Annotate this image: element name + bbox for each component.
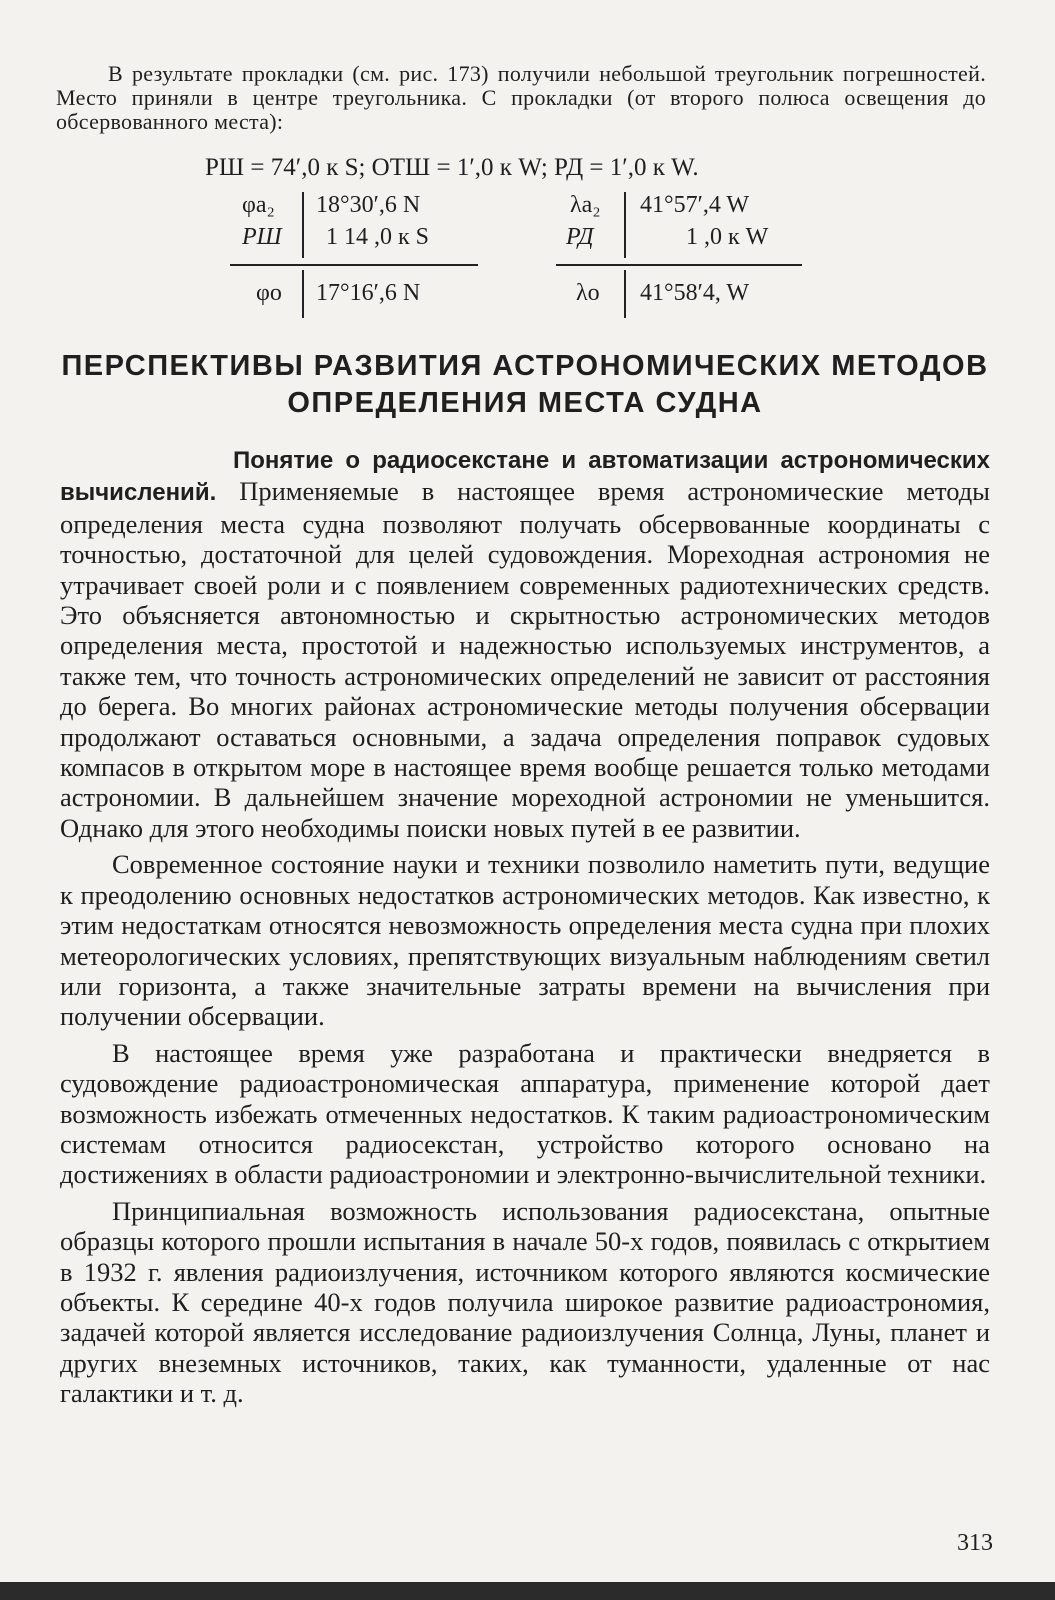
calc-label-lambda: λa₂ [570,192,601,218]
paragraph [60,444,990,843]
calc-value-phi: 18°30′,6 N [316,192,421,218]
calc-result-label-phi: φo [256,280,282,306]
calc-value-rd: 1 ,0 к W [686,224,769,250]
calc-label-rsh: РШ [242,224,282,250]
scan-bottom-edge [0,1582,1055,1600]
calc-divider-horizontal [556,264,802,266]
calc-result-value-phi: 17°16′,6 N [316,280,421,306]
section-heading: ПЕРСПЕКТИВЫ РАЗВИТИЯ АСТРОНОМИЧЕСКИХ МЕТОДОВ ОПРЕДЕЛЕНИЯ МЕСТА СУДНА [61,350,989,419]
calc-divider-vertical [624,192,626,258]
body-text [60,444,990,1415]
paragraph-text: Применяемые в настоящее время астрономические методы определения места судна позволяют получать обсервованные координаты с точностью, достаточной для целей судовождения. Мореходная астрономия не утрачивает своей роли и с появлением современных радиотехнических средств. Это объясняется автономностью и скрытностью астрономических методов определения места, простотой и надежностью используемых инструментов, а также тем, что точность астрономических определений не зависит от расстояния до берега. Во многих районах астрономические методы получения обсервации продолжают оставаться основными, а задача определения поправок судовых компасов в открытом море в настоящее время вообще решается только методами астрономии. В дальнейшем значение мореходной астрономии не уменьшится. Однако для этого необходимы поиски новых путей в ее развитии. [60,476,990,843]
calc-result-value-lambda: 41°58′4, W [640,280,750,306]
paragraph-run-in-title: Понятие о радиосекстане и автоматизации астрономических вычислений. [60,447,990,507]
longitude-calculation [556,190,802,320]
calc-divider-vertical [302,192,304,258]
calc-divider-vertical [624,270,626,318]
calc-label-phi: φa₂ [242,192,275,218]
equation-line: РШ = 74′,0 к S; ОТШ = 1′,0 к W; РД = 1′,0 к W. [205,154,699,181]
paragraph: В настоящее время уже разработана и практически внедряется в судовождение радиоастрономическая аппаратура, применение которой дает возможность избежать отмеченных недостатков. К таким радиоастрономическим системам относится радиосекстан, устройство которого основано на достижениях в области радиоастрономии и электронно-вычислительной техники. [60,1037,990,1190]
calc-value-lambda: 41°57′,4 W [640,192,750,218]
calc-result-label-lambda: λo [576,280,600,306]
calc-divider-horizontal [230,264,478,266]
calc-value-rsh: 1 14 ,0 к S [326,224,430,250]
paragraph: Принципиальная возможность использования радиосекстана, опытные образцы которого прошли испытания в начале 50-х годов, появилась с открытием в 1932 г. явления радиоизлучения, источником которого являются космические объекты. К середине 40-х годов получила широкое развитие радиоастрономия, задачей которой является исследование радиоизлучения Солнца, Луны, планет и других внеземных источников, таких, как туманности, удаленные от нас галактики и т. д. [60,1195,990,1409]
latitude-calculation [230,190,478,320]
paragraph: Современное состояние науки и техники позволило наметить пути, ведущие к преодолению основных недостатков астрономических методов. Как известно, к этим недостаткам относятся невозможность определения места судна при плохих метеорологических условиях, препятствующих визуальным наблюдениям светил или горизонта, а также значительные затраты времени на вычисления при получении обсервации. [60,849,990,1032]
intro-paragraph: В результате прокладки (см. рис. 173) получили небольшой треугольник погрешностей. Место приняли в центре треугольника. С прокладки (от второго полюса освещения до обсервованного места): [56,61,986,134]
page-number: 313 [957,1530,993,1556]
calc-divider-vertical [302,270,304,318]
calc-label-rd: РД [566,224,594,250]
